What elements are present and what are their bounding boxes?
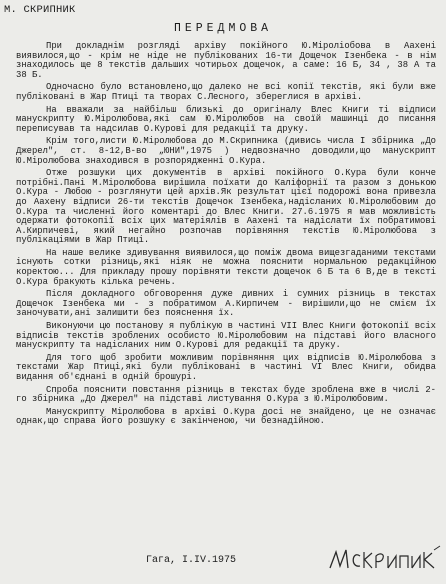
author-name: М. СКРИПНИК xyxy=(4,4,76,16)
paragraph: Манускрипту Міролюбова в архіві О.Кура досі не знайдено, це не означає однак,що справа його розшуку є закінченою, чи безнадійною. xyxy=(16,406,436,427)
document-body xyxy=(16,42,436,430)
handwritten-signature xyxy=(326,542,444,576)
paragraph: Крім того,листи Ю.Міролюбова до М.Скрипника (дивись числа І збірника „До Джерел", ст. 8-12,В-во „ЮНИ",1975 ) недвозначно доводили,що манускрипт Ю.Міролюбова знаходився в розпорядженні О.Кура. xyxy=(16,136,436,166)
paragraph: Виконуючи цю постанову я публікую в частині VII Влес Книги фотокопії всіх відписів текстів зроблених особисто Ю.Міролюбовим на підставі його власного манускрипту та надісланих ним О.Курові для редакції та друку. xyxy=(16,321,436,351)
paragraph: Після докладного обговорення дуже дивних і сумних різниць в текстах Дощечок Ізенбека ми - з побратимом А.Кирпичем - вирішили,що не смієм їх заночувати,ані залишити без пояснення їх. xyxy=(16,289,436,319)
paragraph: Отже розшуки цих документів в архіві покійного О.Кура були конче потрібні.Пані М.Міролюбова вирішила поїхати до Каліфорнії та разом з донькою О.Кура - Любою - розглянути цей архів.Як результат цієї подорожі вона привезла до Аахену відписи 26-ти текстів Дощечок Ізенбека,надісланих Ю.Міролюбовим до О.Кура та численні його коментарі до Влес Книги. 27.6.1975 я мав можливість одержати фотокопії всіх цих матеріялів в Аахені та надіслати їх побратимові А.Кирпичеві, який негайно розпочав порівняння текстів Ю.Міролюбова з публікаціями в Жар Птиці. xyxy=(16,168,436,246)
document-title: ПЕРЕДМОВА xyxy=(173,22,273,35)
paragraph: Одночасно було встановлено,що далеко не всі копії текстів, які були вже публіковані в Жар Птиці та творах С.Лесного, збереглися в архіві. xyxy=(16,82,436,102)
paragraph: На вважали за найбільш близькі до оригіналу Влес Книги ті відписи манускрипту Ю.Міролюбова,які сам Ю.Міролюбов на своїй машинці до писання переписував та надсилав О.Курові для редакції та друку. xyxy=(16,104,436,134)
document-date: Гага, І.ІV.1975 xyxy=(146,555,237,566)
paragraph: Для того щоб зробити можливим порівняння цих відписів Ю.Міролюбова з текстами Жар Птиці,які були публіковані в частині VI Влес Книги, обидва видання об'єднані в одній брошурі. xyxy=(16,352,436,382)
paragraph: Спроба пояснити повстання різниць в текстах буде зроблена вже в числі 2-го збірника „До Джерел" на підставі листування О.Кура з Ю.Міролюбовим. xyxy=(16,384,436,405)
paragraph: На наше велике здивування виявилося,що поміж двома вищезгаданими текстами існують сотки різниць,які ніяк не можна пояснити нормальною редакційною коректою... Для прикладу прошу порівняти тексти дощечок 6 Б та 6 В,де в тексті О.Кура бракують кілька речень. xyxy=(16,247,436,287)
paragraph: При докладнім розгляді архіву покійного Ю.Міроліобова в Аахені виявилося,що - крім не ніде не публікованих 16-ти Дощечок Ізенбека - в нім знаходилось ще 8 текстів дальших чотирьох дощечок, а саме: 16 Б, 34 , 38 А та 38 Б. xyxy=(16,41,436,80)
